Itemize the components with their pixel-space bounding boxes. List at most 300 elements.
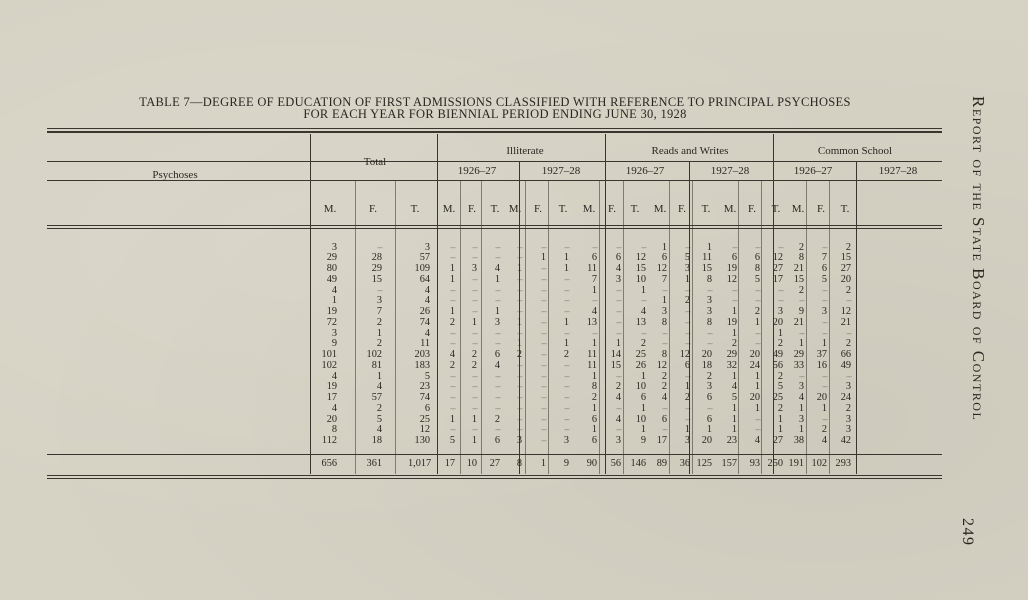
table-cell: 6 (661, 252, 667, 264)
table-cell: --- (685, 403, 690, 413)
table-cell: 74 (419, 316, 430, 328)
header-t: T. (558, 203, 568, 215)
table-cell: --- (616, 317, 621, 327)
table-cell: --- (564, 371, 569, 381)
header-t: T. (410, 203, 420, 215)
table-row (47, 404, 942, 415)
table-cell: --- (685, 317, 690, 327)
table-cell: --- (541, 350, 546, 359)
header-t: T. (701, 203, 711, 215)
table-cell: 1,017 (408, 458, 432, 469)
table-cell: --- (517, 382, 522, 392)
table-cell: 3 (706, 306, 712, 317)
table-cell: 4 (821, 435, 827, 446)
table-cell: 3 (516, 435, 522, 446)
table-cell: --- (517, 242, 522, 252)
table-cell: 293 (835, 458, 851, 469)
table-cell: --- (517, 425, 522, 435)
table-cell: --- (517, 371, 522, 381)
table-cell: 3 (331, 327, 337, 339)
table-cell: 8 (798, 252, 804, 264)
table-cell: 2 (661, 381, 667, 393)
table-cell: --- (732, 285, 737, 295)
table-cell: 17 (444, 458, 455, 469)
header-year-1926-27: 1926–27 (793, 165, 833, 177)
table-cell: 1 (754, 381, 760, 393)
table-cell: --- (495, 242, 500, 252)
table-cell: 12 (419, 424, 430, 436)
table-cell: --- (616, 371, 621, 381)
rule-line (47, 475, 942, 476)
table-cell: 191 (788, 458, 804, 469)
table-cell: 3 (684, 435, 690, 446)
table-cell: 3 (661, 306, 667, 317)
table-cell: --- (564, 296, 569, 306)
table-cell: --- (822, 285, 827, 295)
table-cell: 6 (591, 435, 597, 446)
table-cell: --- (707, 339, 712, 349)
table-cell: --- (541, 360, 546, 370)
table-cell: 3 (798, 381, 804, 393)
table-cell: --- (495, 425, 500, 435)
table-cell: --- (472, 393, 477, 402)
table-cell: 1 (731, 402, 737, 414)
table-cell: 109 (414, 263, 430, 274)
table-cell: --- (685, 307, 690, 316)
header-year-1926-27: 1926–27 (625, 165, 665, 177)
table-cell: 57 (419, 252, 430, 264)
table-cell: 11 (587, 349, 597, 360)
table-cell: 2 (798, 284, 804, 296)
table-cell: --- (541, 264, 546, 273)
table-cell: 18 (701, 359, 712, 371)
table-cell: 1 (661, 241, 667, 253)
table-cell: 2 (731, 338, 737, 350)
table-cell: 21 (840, 316, 851, 328)
table-cell: 3 (615, 435, 621, 446)
table-cell: 24 (749, 359, 760, 371)
table-cell: 4 (331, 284, 337, 296)
table-cell: 36 (679, 458, 690, 469)
table-cell: 9 (798, 306, 804, 317)
table-cell: 4 (424, 327, 430, 339)
table-cell: 4 (591, 306, 597, 317)
table-cell: 24 (840, 392, 851, 403)
table-cell: --- (707, 285, 712, 295)
table-cell: --- (472, 339, 477, 349)
table-cell: 9 (331, 338, 337, 350)
table-cell: 4 (376, 424, 382, 436)
table-cell: 3 (798, 413, 804, 425)
table-cell: 2 (777, 402, 783, 414)
table-cell: --- (450, 403, 455, 413)
table-cell: 5 (821, 273, 827, 285)
table-cell: 20 (749, 392, 760, 403)
header-t: T. (771, 203, 781, 215)
table-row (47, 436, 942, 447)
table-cell: 6 (494, 349, 500, 360)
table-cell: 4 (640, 306, 646, 317)
table-cell: --- (822, 371, 827, 381)
table-cell: --- (564, 307, 569, 316)
table-cell: 17 (772, 273, 783, 285)
table-cell: --- (472, 242, 477, 252)
table-cell: 6 (640, 392, 646, 403)
rule-line (47, 225, 942, 226)
table-cell: 3 (494, 316, 500, 328)
table-row (47, 243, 942, 254)
table-cell: --- (541, 371, 546, 381)
table-cell: 1 (798, 424, 804, 436)
table-cell: 4 (754, 435, 760, 446)
table-cell: 19 (726, 316, 737, 328)
table-cell: 102 (366, 349, 382, 360)
table-cell: 3 (821, 306, 827, 317)
table-cell: --- (616, 242, 621, 252)
rule-line (47, 228, 942, 229)
table-cell: 1 (798, 402, 804, 414)
header-m: M. (323, 203, 337, 215)
table-cell: 102 (811, 458, 827, 469)
table-cell: --- (755, 242, 760, 252)
table-cell: --- (472, 307, 477, 316)
table-cell: 2 (706, 370, 712, 382)
table-cell: --- (662, 328, 667, 338)
table-cell: --- (616, 296, 621, 306)
running-header-text: Report of the State Board of Control (969, 96, 988, 422)
table-cell: --- (472, 296, 477, 306)
table-cell: 27 (840, 263, 851, 274)
table-cell: 3 (424, 241, 430, 253)
table-cell: --- (822, 414, 827, 424)
table-cell: --- (450, 393, 455, 402)
table-cell: 6 (706, 392, 712, 403)
table-row (47, 318, 942, 329)
table-cell: 4 (331, 370, 337, 382)
table-cell: 1 (640, 370, 646, 382)
table-cell: 2 (798, 241, 804, 253)
table-cell: 33 (793, 359, 804, 371)
table-cell: 1 (684, 273, 690, 285)
table-cell: 20 (840, 273, 851, 285)
table-cell: 9 (640, 435, 646, 446)
table-cell: 21 (793, 263, 804, 274)
table-row (47, 275, 942, 286)
table-cell: 4 (615, 392, 621, 403)
table-cell: --- (517, 328, 522, 338)
table-cell: 2 (845, 284, 851, 296)
table-cell: 11 (420, 338, 430, 350)
header-total: Total (363, 156, 387, 168)
table-cell: 15 (840, 252, 851, 264)
table-cell: 3 (615, 273, 621, 285)
table-cell: 4 (424, 284, 430, 296)
table-cell: --- (564, 285, 569, 295)
table-cell: --- (685, 339, 690, 349)
rule-line (47, 161, 942, 162)
table-cell: 56 (772, 359, 783, 371)
table-cell: 1 (821, 402, 827, 414)
table-cell: --- (822, 382, 827, 392)
table-cell: 1 (591, 370, 597, 382)
header-f: F. (608, 203, 616, 215)
table-cell: --- (541, 339, 546, 349)
table-cell: 6 (661, 413, 667, 425)
header-t: T. (490, 203, 500, 215)
table-cell: --- (450, 328, 455, 338)
table-cell: --- (472, 403, 477, 413)
table-cell: 19 (326, 381, 337, 393)
table-cell: 29 (371, 263, 382, 274)
table-cell: --- (495, 371, 500, 381)
table-cell: --- (517, 296, 522, 306)
table-cell: --- (564, 393, 569, 402)
table-cell: 5 (449, 435, 455, 446)
table-subtitle: FOR EACH YEAR FOR BIENNIAL PERIOD ENDING JUNE 30, 1928 (303, 107, 687, 121)
table-cell: --- (377, 285, 382, 295)
table-cell: 26 (635, 359, 646, 371)
table-cell: 13 (635, 316, 646, 328)
table-cell: 1 (516, 316, 522, 328)
table-cell: 1 (449, 306, 455, 317)
total-row (47, 459, 942, 470)
table-cell: 20 (701, 435, 712, 446)
table-cell: 8 (706, 273, 712, 285)
table-cell: 90 (586, 458, 597, 469)
table-cell: 4 (376, 381, 382, 393)
table-cell: 28 (371, 252, 382, 264)
table-cell: --- (799, 371, 804, 381)
table-cell: 3 (706, 381, 712, 393)
table-cell: 11 (587, 359, 597, 371)
table-cell: 1 (449, 413, 455, 425)
header-m: M. (653, 203, 667, 215)
table-cell: 4 (331, 402, 337, 414)
table-cell: 2 (449, 316, 455, 328)
table-cell: 1 (449, 273, 455, 285)
table-cell: 361 (366, 458, 382, 469)
table-cell: 57 (371, 392, 382, 403)
table-cell: 38 (793, 435, 804, 446)
table-cell: 7 (821, 252, 827, 264)
table-cell: 6 (821, 263, 827, 274)
table-cell: 1 (591, 338, 597, 350)
table-cell: 6 (424, 402, 430, 414)
table-cell: 2 (661, 370, 667, 382)
table-cell: 7 (376, 306, 382, 317)
table-cell: --- (495, 328, 500, 338)
table-cell: 5 (684, 252, 690, 264)
table-cell: 1 (821, 338, 827, 350)
table-cell: 8 (331, 424, 337, 436)
table-cell: --- (472, 328, 477, 338)
table-cell: 1 (376, 327, 382, 339)
table-cell: --- (450, 382, 455, 392)
table-cell: 3 (845, 381, 851, 393)
table-cell: --- (495, 253, 500, 263)
table-cell: --- (822, 242, 827, 252)
table-row (47, 286, 942, 297)
table-cell: --- (662, 339, 667, 349)
table-cell: 2 (684, 392, 690, 403)
table-cell: 8 (754, 263, 760, 274)
table-cell: --- (641, 242, 646, 252)
table-cell: 20 (326, 413, 337, 425)
table-cell: --- (755, 328, 760, 338)
rule-line (47, 478, 942, 479)
table-cell: 2 (845, 338, 851, 350)
table-cell: 656 (321, 458, 337, 469)
table-cell: --- (450, 425, 455, 435)
table-cell: 3 (563, 435, 569, 446)
table-cell: 37 (816, 349, 827, 360)
table-cell: 183 (414, 359, 430, 371)
table-cell: 2 (376, 316, 382, 328)
table-cell: --- (846, 296, 851, 306)
table-cell: 1 (706, 241, 712, 253)
table-row (47, 361, 942, 372)
table-cell: 16 (816, 359, 827, 371)
table-cell: 3 (845, 424, 851, 436)
table-cell: 15 (610, 359, 621, 371)
header-m: M. (508, 203, 522, 215)
table-cell: 1 (798, 338, 804, 350)
table-cell: 1 (516, 263, 522, 274)
table-cell: 1 (777, 327, 783, 339)
table-cell: --- (732, 296, 737, 306)
table-cell: 17 (326, 392, 337, 403)
table-cell: --- (495, 382, 500, 392)
table-cell: --- (685, 285, 690, 295)
table-cell: 80 (326, 263, 337, 274)
table-cell: --- (564, 360, 569, 370)
table-cell: --- (616, 285, 621, 295)
table-cell: 5 (376, 413, 382, 425)
table-cell: 6 (494, 435, 500, 446)
table-title: TABLE 7—DEGREE OF EDUCATION OF FIRST ADMISSIONS CLASSIFIED WITH REFERENCE TO PRINCIPAL PSYCHOSES (139, 95, 851, 109)
table-cell: 4 (494, 263, 500, 274)
table-cell: 93 (749, 458, 760, 469)
table-cell: 27 (772, 263, 783, 274)
table-cell: --- (495, 339, 500, 349)
table-cell: --- (564, 414, 569, 424)
table-cell: 49 (326, 273, 337, 285)
table-cell: 2 (471, 349, 477, 360)
table-cell: 1 (684, 424, 690, 436)
table-cell: 17 (656, 435, 667, 446)
table-cell: --- (846, 371, 851, 381)
table-cell: 25 (772, 392, 783, 403)
table-cell: 3 (777, 306, 783, 317)
table-cell: 10 (466, 458, 477, 469)
table-cell: 3 (684, 263, 690, 274)
header-m: M. (791, 203, 805, 215)
table-cell: 2 (777, 338, 783, 350)
table-cell: 1 (471, 413, 477, 425)
table-cell: 1 (331, 295, 337, 307)
table-cell: 2 (777, 370, 783, 382)
table-cell: 1 (684, 381, 690, 393)
table-row (47, 329, 942, 340)
table-cell: 1 (494, 273, 500, 285)
table-cell: 4 (661, 392, 667, 403)
header-m: M. (723, 203, 737, 215)
table-cell: 1 (591, 424, 597, 436)
table-cell: 1 (563, 316, 569, 328)
table-cell: --- (541, 403, 546, 413)
table-cell: 13 (586, 316, 597, 328)
table-cell: 112 (321, 435, 337, 446)
table-cell: --- (641, 296, 646, 306)
table-cell: 102 (321, 359, 337, 371)
table-cell: --- (592, 242, 597, 252)
table-cell: --- (495, 296, 500, 306)
table-cell: 32 (726, 359, 737, 371)
table-cell: 1 (731, 413, 737, 425)
table-cell: 19 (326, 306, 337, 317)
table-cell: 6 (615, 252, 621, 264)
table-cell: 1 (540, 252, 546, 264)
table-cell: 2 (615, 381, 621, 393)
table-cell: --- (517, 285, 522, 295)
table-cell: 2 (449, 359, 455, 371)
table-cell: --- (732, 242, 737, 252)
table-cell: --- (822, 328, 827, 338)
table-cell: --- (541, 285, 546, 295)
table-cell: --- (541, 425, 546, 435)
table-cell: 6 (731, 252, 737, 264)
table-cell: 1 (376, 370, 382, 382)
header-year-1927-28: 1927–28 (710, 165, 750, 177)
table-cell: --- (450, 253, 455, 263)
table-cell: 5 (424, 370, 430, 382)
table-cell: --- (517, 253, 522, 263)
table-cell: --- (541, 436, 546, 445)
table-cell: 15 (371, 273, 382, 285)
table-cell: 81 (371, 359, 382, 371)
table-cell: 3 (845, 413, 851, 425)
table-cell: 1 (471, 316, 477, 328)
table-cell: 25 (419, 413, 430, 425)
table-cell: 1 (540, 458, 546, 469)
table-cell: --- (517, 274, 522, 284)
table-cell: 15 (701, 263, 712, 274)
table-cell: --- (685, 414, 690, 424)
table-cell: --- (541, 307, 546, 316)
running-header (948, 96, 988, 576)
header-m: M. (582, 203, 596, 215)
table-cell: 1 (563, 338, 569, 350)
table-cell: --- (707, 403, 712, 413)
table-cell: --- (564, 242, 569, 252)
table-cell: --- (541, 274, 546, 284)
table-row (47, 372, 942, 383)
table-cell: 11 (587, 263, 597, 274)
table-cell: --- (541, 296, 546, 306)
table-cell: 10 (635, 381, 646, 393)
table-cell: 2 (821, 424, 827, 436)
table-cell: 20 (749, 349, 760, 360)
table-cell: 101 (321, 349, 337, 360)
table-cell: 1 (640, 284, 646, 296)
table-cell: --- (616, 307, 621, 316)
table-cell: 8 (591, 381, 597, 393)
table-cell: 4 (449, 349, 455, 360)
table-cell: --- (778, 242, 783, 252)
header-year-1927-28: 1927–28 (878, 165, 918, 177)
table-cell: 157 (721, 458, 737, 469)
table-cell: 64 (419, 273, 430, 285)
